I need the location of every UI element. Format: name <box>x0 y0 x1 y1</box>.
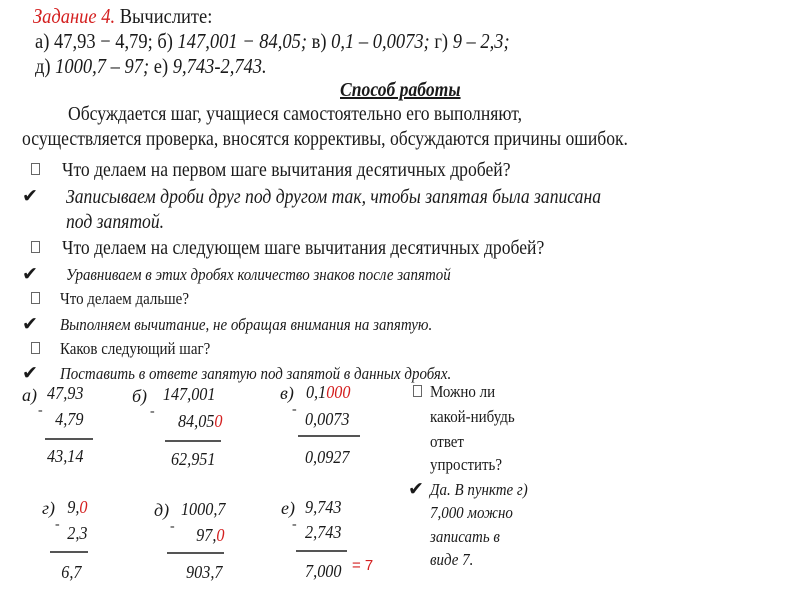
bullet-icon <box>31 241 40 253</box>
minus-sign: - <box>292 517 297 532</box>
difference: 62,951 <box>170 449 215 469</box>
method-text-2: осуществляется проверка, вносятся коррективы, обсуждаются причины ошибок. <box>22 128 628 150</box>
item-label: д) <box>35 54 51 78</box>
difference: 6,7 <box>60 562 81 582</box>
difference: 43,14 <box>46 446 83 466</box>
column-label: б) <box>132 386 148 406</box>
task-line-1 <box>35 31 510 52</box>
sum-line <box>167 552 224 554</box>
sum-line <box>296 550 347 552</box>
answer: Поставить в ответе запятую под запятой в данных дробях. <box>60 364 452 383</box>
sum-line <box>165 440 221 442</box>
bullet-icon <box>413 385 422 397</box>
subtrahend: 84,050 <box>177 411 222 431</box>
checkmark-icon: ✔ <box>22 313 38 335</box>
checkmark-icon: ✔ <box>22 185 38 207</box>
item-expr: 0,1 – 0,0073; <box>331 29 430 53</box>
item-expr: 9 – 2,3; <box>452 29 510 53</box>
item-expr: 147,001 − 84,05; <box>177 29 308 53</box>
bullet-icon <box>31 163 40 175</box>
column-label: е) <box>281 498 295 518</box>
task-line-2 <box>35 56 267 77</box>
side-answer-line: Да. В пункте г) <box>430 480 528 499</box>
method-heading: Способ работы <box>340 79 461 101</box>
subtrahend: 2,3 <box>66 523 87 543</box>
difference: 0,0927 <box>304 447 349 467</box>
minuend: 9,743 <box>304 497 341 517</box>
minuend: 147,001 <box>162 384 215 404</box>
question: Что делаем дальше? <box>60 289 189 308</box>
question: Что делаем на следующем шаге вычитания десятичных дробей? <box>62 237 545 259</box>
item-expr: 9,743-2,743. <box>172 54 267 78</box>
item-label: е) <box>153 54 169 78</box>
answer: Уравниваем в этих дробях количество знаков после запятой <box>66 265 451 284</box>
column-label: д) <box>154 500 170 520</box>
item-label: б) <box>157 29 173 53</box>
column-label: в) <box>280 383 294 403</box>
sum-line <box>45 438 93 440</box>
simplified-result: = 7 <box>352 557 374 574</box>
item-label: а) <box>35 29 50 53</box>
column-label: а) <box>22 385 37 405</box>
task-instruction: Вычислите: <box>115 4 213 28</box>
task-number: Задание 4. <box>33 4 116 28</box>
question: Каков следующий шаг? <box>60 339 211 358</box>
minus-sign: - <box>38 403 43 418</box>
subtrahend: 97,0 <box>195 525 224 545</box>
item-expr: 1000,7 – 97; <box>55 54 150 78</box>
item-label: г) <box>434 29 449 53</box>
side-answer-line: 7,000 можно <box>430 503 513 522</box>
minus-sign: - <box>292 402 297 417</box>
column-label: г) <box>42 498 56 518</box>
sum-line <box>298 435 360 437</box>
sum-line <box>50 551 88 553</box>
answer-continued: под запятой. <box>66 211 165 233</box>
side-question-line: какой-нибудь <box>430 407 515 426</box>
answer: Выполняем вычитание, не обращая внимания на запятую. <box>60 315 433 334</box>
question: Что делаем на первом шаге вычитания десятичных дробей? <box>62 159 511 181</box>
side-question-line: упростить? <box>430 455 503 474</box>
minuend: 1000,7 <box>180 499 225 519</box>
task-title <box>33 6 212 27</box>
side-question-line: ответ <box>430 432 464 451</box>
minuend: 9,0 <box>66 497 87 517</box>
subtrahend: 4,79 <box>54 409 83 429</box>
minus-sign: - <box>170 519 175 534</box>
side-answer-line: виде 7. <box>430 550 474 569</box>
side-answer-line: записать в <box>430 527 500 546</box>
minus-sign: - <box>55 517 60 532</box>
checkmark-icon: ✔ <box>408 478 424 500</box>
side-question-line: Можно ли <box>430 382 496 401</box>
method-text-1: Обсуждается шаг, учащиеся самостоятельно его выполняют, <box>68 103 523 125</box>
answer: Записываем дроби друг под другом так, чтобы запятая была записана <box>66 186 601 208</box>
difference: 903,7 <box>185 562 222 582</box>
minus-sign: - <box>150 404 155 419</box>
bullet-icon <box>31 342 40 354</box>
difference: 7,000 <box>304 561 341 581</box>
item-label: в) <box>311 29 327 53</box>
checkmark-icon: ✔ <box>22 263 38 285</box>
minuend: 0,1000 <box>305 382 350 402</box>
subtrahend: 2,743 <box>304 522 341 542</box>
bullet-icon <box>31 292 40 304</box>
minuend: 47,93 <box>46 383 83 403</box>
item-expr: 47,93 − 4,79; <box>53 29 153 53</box>
subtrahend: 0,0073 <box>304 409 349 429</box>
checkmark-icon: ✔ <box>22 362 38 384</box>
